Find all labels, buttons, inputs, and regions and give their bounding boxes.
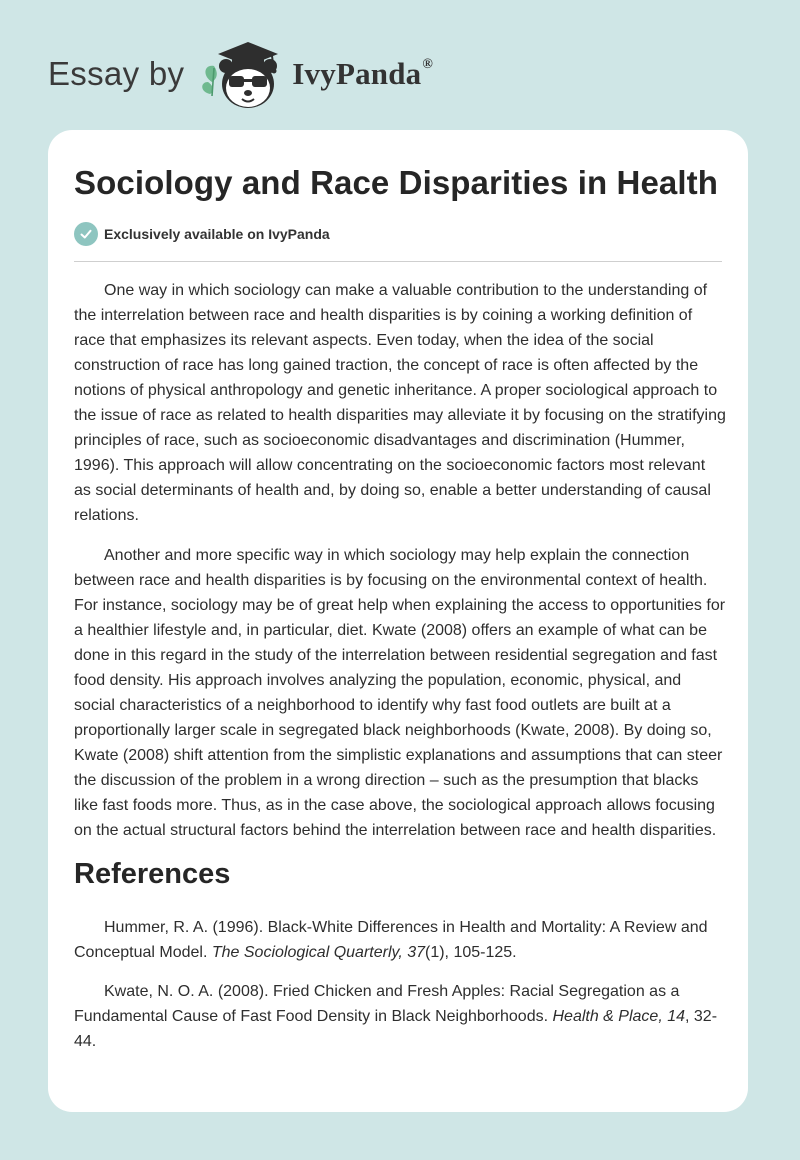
exclusive-badge (74, 222, 330, 246)
essay-body (74, 278, 726, 1068)
ivypanda-wordmark: IvyPanda® (292, 56, 434, 91)
site-header (48, 34, 433, 114)
check-icon (74, 222, 98, 246)
reference-journal: The Sociological Quarterly, 37 (211, 944, 425, 961)
references-heading: References (74, 858, 231, 890)
reference-item: Hummer, R. A. (1996). Black-White Differences in Health and Mortality: A Review and Conceptual Model. The Sociological Quarterly, 37(1), 105-125. (74, 919, 708, 961)
panda-graduate-logo-icon (198, 36, 286, 112)
divider (74, 261, 722, 262)
essay-by-label: Essay by (48, 55, 185, 92)
paragraph: One way in which sociology can make a valuable contribution to the understanding of the interrelation between race and health disparities is by coining a working definition of race that emphasizes its relevant aspects. Even today, when the idea of the social construction of race has long gained traction, the concept of race is often affected by the notions of physical anthropology and genetic inheritance. A proper sociological approach to the issue of race as related to health disparities may alleviate it by focusing on the stratifying principles of race, such as socioeconomic disadvantages and discrimination (Hummer, 1996). This approach will allow concentrating on the socioeconomic factors most relevant as social determinants of health and, by doing so, enable a better understanding of causal relations. (74, 282, 726, 524)
badge-label: Exclusively available on IvyPanda (104, 226, 330, 242)
page-title: Sociology and Race Disparities in Health (74, 164, 719, 201)
essay-card (48, 130, 748, 1112)
reference-journal: Health & Place, 14 (552, 1008, 686, 1025)
reference-item: Kwate, N. O. A. (2008). Fried Chicken and Fresh Apples: Racial Segregation as a Fundamental Cause of Fast Food Density in Black Neighborhoods. Health & Place, 14, 32-44. (74, 983, 718, 1050)
ivypanda-logo[interactable] (198, 36, 433, 112)
paragraph: Another and more specific way in which sociology may help explain the connection between race and health disparities is by focusing on the environmental context of health. For instance, sociology may be of great help when explaining the access to opportunities for a healthier lifestyle and, in particular, diet. Kwate (2008) offers an example of what can be done in this regard in the study of the interrelation between residential segregation and fast food density. His approach involves analyzing the population, economic, physical, and social characteristics of a neighborhood to identify why fast food outlets are built at a proportionally larger scale in segregated black neighborhoods (Kwate, 2008). By doing so, Kwate (2008) shift attention from the simplistic explanations and assumptions that can steer the discussion of the problem in a wrong direction – such as the presumption that blacks like fast foods more. Thus, as in the case above, the sociological approach allows focusing on the actual structural factors behind the interrelation between race and health disparities. (74, 547, 726, 839)
